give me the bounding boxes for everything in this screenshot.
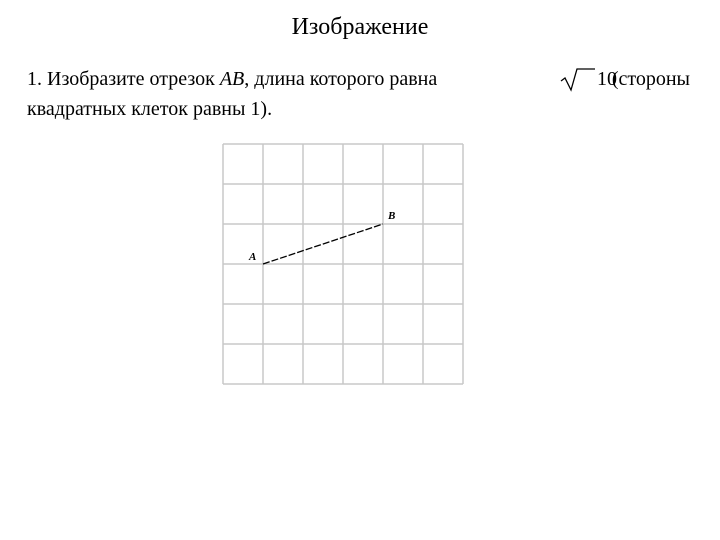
radical-sign bbox=[555, 66, 599, 92]
point-a-label: A bbox=[249, 251, 257, 263]
grid-canvas bbox=[221, 142, 465, 385]
sqrt-value: 10 bbox=[597, 68, 617, 90]
task-text-after: (стороны bbox=[611, 68, 690, 90]
grid-figure bbox=[221, 142, 465, 385]
task-text-middle: , длина которого равна bbox=[244, 68, 438, 90]
task-text bbox=[27, 66, 437, 92]
slide-title: Изображение bbox=[291, 14, 429, 40]
task-text-before: Изобразите отрезок bbox=[47, 68, 215, 90]
task-line-2: квадратных клеток равны 1). bbox=[27, 98, 273, 120]
segment-name: AB bbox=[219, 68, 245, 90]
sqrt-expression bbox=[555, 66, 619, 92]
segment-ab bbox=[263, 224, 383, 264]
task-number: 1. bbox=[27, 68, 42, 90]
point-b-label: B bbox=[388, 210, 396, 222]
